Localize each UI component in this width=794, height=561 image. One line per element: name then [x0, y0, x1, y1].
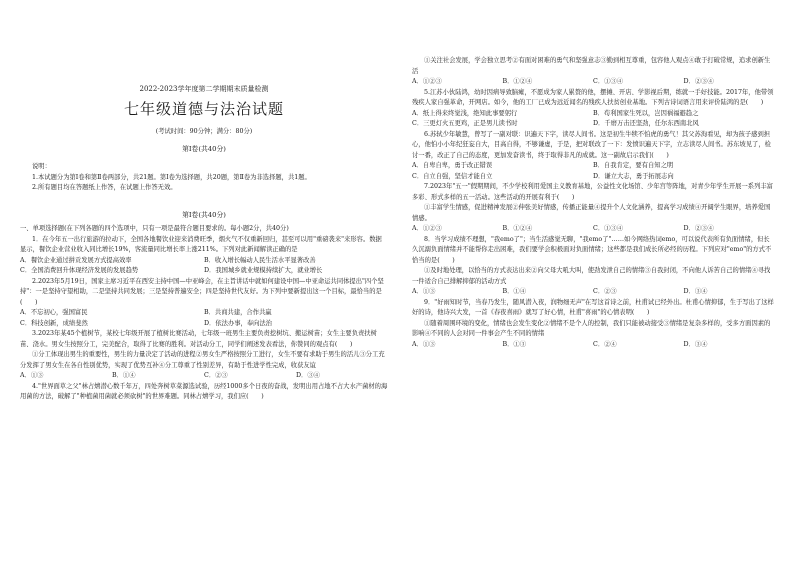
q7-sub: ①丰富学生情感，促进精神发展②伸张美好情感，传播正能量④提升个人文化涵养，提高学习成绩④开阔学生眼界，培养爱国情感。	[412, 204, 771, 222]
option: A．①②③	[412, 78, 442, 85]
q1-options	[20, 256, 388, 277]
option: A．自卑自卑，勇于改正错误	[412, 162, 493, 169]
option: A．①③	[20, 372, 44, 379]
option: B．自我肯定，要有自知之明	[593, 162, 674, 169]
instruction-item: 1.本试题分为第Ⅰ卷和第Ⅱ卷两部分，共21题。第Ⅰ卷为选择题，共20题，第Ⅱ卷为非选择题，共1题。	[32, 173, 311, 181]
q9-sub: ①随着周围环境的变化，情绪也会发生变化②情绪不是个人的控制，我们只能被动接受③情绪是复杂多样的，受多方面因素的影响④不同的人会对同一件事会产生不同的情绪	[412, 319, 771, 337]
q9-stem: 9．"好雨知时节，当春乃发生，随风潜入夜，润物细无声"在写这首诗之前，杜甫试已经外出。杜甫心情抑郁，生于写出了这样好的诗，他诗兴大发，一首《春夜喜雨》就写了好心情，杜甫"喜雨"的心情表明( )	[412, 298, 774, 316]
option: A．餐饮企业通过拼贡发展方式提高效率	[20, 256, 132, 264]
section-heading: 一、单项选择题(在下列各题的四个选项中，只有一项是最符合题目要求的。每小题2分，共40分)	[20, 225, 289, 232]
question-section	[20, 224, 388, 403]
exam-meta: (考试时间：90分钟；满分：80分)	[155, 128, 253, 135]
volume-heading-2: 第Ⅰ卷(共40分)	[182, 211, 226, 219]
q8-sub: ①及时地处理，以恰当的方式表达出来②向父母大吼大叫，使劲发泄自己的情绪③自我封闭，不向他人诉苦自己的情绪④寻找一件适合自己排解抑郁的活动方式	[412, 267, 771, 285]
option: B．①②④	[502, 78, 533, 85]
option: B．①②④	[502, 225, 533, 232]
option: A．纸上得来终觉浅，绝知此事要躬行	[412, 109, 518, 117]
q5-stem: 5.江苏小伙陆鸿，幼时因病导致脑瘫，不愿成为家人累赘的他，摆摊、开店、学影视后期，练就一手好技能。2017年，他带领残疾人家自强革命，开网店。如今，他的工厂已成为远近闻名的残疾人扶贫创业基地。下列古诗词语言用来评价陆鸿的是( )	[412, 88, 774, 106]
q3-stem: 3.2023年某45个植树节，某校七年级开展了植树比赛活动，七年级一班男生主要负责挖树坑、搬运树苗；女生主要负责扶树苗、浇水。男女生按照分工，完美配合，取得了比赛的胜利。对活动分工，同学们阐述发表看法，你赞同的观点有( )	[20, 330, 377, 348]
option: A．①③	[412, 288, 436, 295]
option: C．②③	[204, 372, 228, 379]
q6-options	[412, 161, 774, 182]
exam-title: 七年级道德与法治试题	[123, 100, 284, 118]
option: D．依法办事，奉向法治	[204, 319, 273, 327]
option: A．①③	[412, 340, 436, 348]
option: D．我国城乡就业规模持续扩大，就业增长	[204, 267, 323, 274]
option: C．三更灯火五更鸡，正是男儿读书时	[412, 120, 518, 127]
q9-options	[412, 340, 774, 351]
q7-stem: 7.2023年"五一"假期期间，不少学校利用爱国主义教育基地，公益性文化场馆、少年宫等阵地，对青少年学生开展一系列丰富多彩、形式多样的五一活动。这些活动的开展有利于( )	[412, 183, 773, 201]
volume-heading: 第Ⅰ卷(共40分)	[182, 145, 226, 153]
option: A．不忘初心，强国富民	[20, 309, 88, 316]
option: B．收入增长幅动人民生活水平显著改善	[204, 256, 316, 264]
option: C．自立自强，坚信才能自立	[412, 172, 493, 180]
q6-stem: 6.苏轼少年敏慧，曾写了一副对联：识遍天下字，读尽人间书。这是初生牛犊不怕虎的勇气！其父苏洵看见，却为孩子感到担心，他怕小小年纪狂妄自大，目高自得，不够谦虚，于是，把对联改了一下：发愤识遍天下字，立志读尽人间书。苏东坡见了，检讨一番，改正了自己的态度，更加发奋读书，终于取得非凡的成就。这一副故启示我们( )	[412, 130, 771, 159]
option: C．①③④	[593, 78, 624, 85]
option: C．全国消费回升体现经济发展的发展趋势	[20, 267, 139, 274]
q1-stem: 1．在今年五一出行旅游的拉动下，全国各地餐饮业迎来消费旺季，烟火气不仅重新回归，甚至可以用"重磅袭来"来形容。数据显示，餐饮企业营业收入同比增长19%，客流量同比增长率上涨211%。下列对此新闻解读正确的是	[20, 235, 382, 253]
instruction-item: 2.所有题目均在答题纸上作答，在试题上作答无效。	[32, 184, 177, 191]
option: C．①③④	[593, 225, 624, 232]
option: C．②④	[593, 340, 617, 348]
option: D．②③④	[683, 78, 714, 85]
q3-options	[20, 371, 388, 382]
option: D．③④	[296, 372, 320, 379]
q3-sub: ①分工体现出男生的重要性，男生的力量决定了活动的进程②男女生严格按照分工进行，女生不要有求助于男生的活儿③分工充分发挥了男女生在各自性别优势，实现了优势互补④分工尊重了性别差异，有助于性进学性完成，收获友谊	[20, 351, 385, 369]
option: B．①④	[502, 288, 527, 295]
option: B．苟利国家生死以，岂因祸福避趋之	[593, 109, 699, 117]
option: B．①③	[502, 340, 527, 348]
q4-options	[412, 77, 774, 88]
option: B．共商共建，合作共赢	[204, 309, 272, 316]
option: D．③④	[683, 340, 708, 348]
q8-options	[412, 287, 774, 298]
option: B．①④	[112, 372, 136, 379]
instructions	[20, 162, 388, 194]
year-line: 2022-2023学年度第二学期期末质量检测	[139, 85, 269, 93]
option: D．千磨万击还坚劲，任尔东西南北风	[593, 120, 699, 127]
q2-stem: 2.2023年5月19日，国家主席习近平在西安主持中国—中亚峰会，在主旨讲话中就如何建设中国—中亚命运共同体提出"四个坚持"：一是坚持守望相助，二是坚持共同发展；三是坚持普遍安全；四是坚持世代友好。为下列中要新提出这一个目标，最恰当的是( )	[20, 277, 384, 306]
q4-stem: 4."世界面草之父"林占熺潜心数千年万，四处奔树草菜源选试验，历经1000多个日夜的奋战，发明出用占地不占大水产菌材的海用菌的方法，破解了"种植菌用菌就必须砍树"的世界难题。同林占熺学习，我们应( )	[20, 382, 388, 400]
q4-sub: ①关注社会发展，学会独立思考②有面对困难的勇气和坚强意志③勤到相互尊重，包容他人观点④敢于打破常规，追求创新生活	[412, 57, 771, 75]
option: D．③④	[683, 288, 708, 295]
option: C．②③	[593, 288, 617, 295]
q8-stem: 8．当学习成绩不理想，"我emo了"；当生活感觉无聊，"我emo了"……如今网络热词emo，可以说代表所有负面情绪，但长久沉溺负面情绪并不能帮你走出困难，我们要学会积极面对负面情绪；这些都是我们成长所必经的历程。下列应对"emo"的方式不恰当的是( )	[412, 235, 772, 264]
q2-options	[20, 308, 388, 329]
q7-options	[412, 224, 774, 235]
right-content	[412, 56, 774, 350]
option: A．①②③	[412, 225, 442, 232]
option: D．②③④	[683, 225, 714, 232]
option: D．谦立大志，勇于拓展志向	[593, 172, 674, 180]
instructions-label: 说明：	[32, 163, 51, 170]
q5-options	[412, 109, 774, 130]
option: C．科技创新，成绩斐然	[20, 319, 88, 327]
